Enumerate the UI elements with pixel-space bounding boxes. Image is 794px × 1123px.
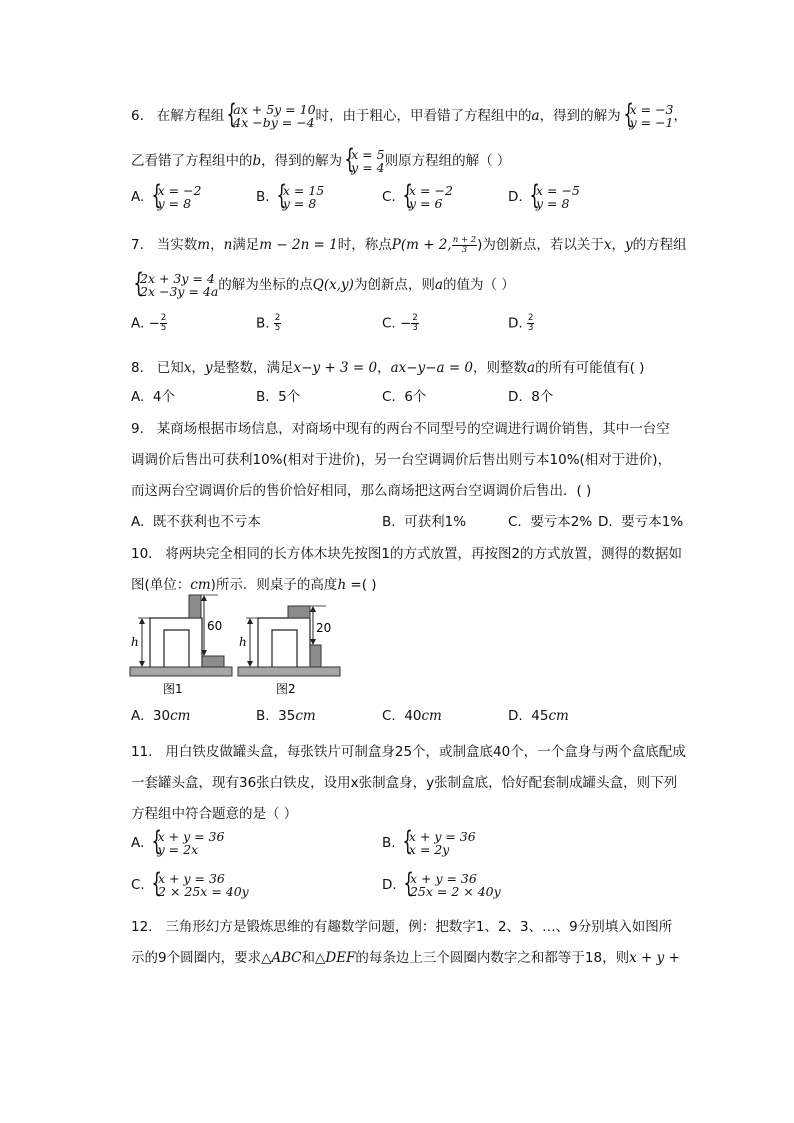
question-10-line-1: 10. 将两块完全相同的长方体木块先按图1的方式放置，再按图2的方式放置，测得的数据如 (131, 546, 683, 562)
q8-option-c[interactable]: C. 6个 (382, 389, 427, 405)
desk-base (130, 667, 232, 676)
q10-option-d[interactable]: D. 45𝑐𝑚 (508, 708, 569, 724)
question-8: 8. 已知𝑥，𝑦是整数，满足𝑥−𝑦 + 3 = 0，𝑎𝑥−𝑦−𝑎 = 0，则整数𝑎的所有可能值有( ) (131, 360, 645, 376)
q6-option-c[interactable]: C. { 𝑥 = −2 𝑦 = 6 (382, 184, 453, 210)
q9-option-d[interactable]: D. 要亏本1% (598, 514, 684, 530)
question-9-line-1: 9. 某商场根据市场信息，对商场中现有的两台不同型号的空调进行调价销售，其中一台空 (131, 421, 670, 437)
question-7-line-1: 7. 当实数𝑚，𝑛满足𝑚 − 2𝑛 = 1时，称点𝑃(𝑚 + 2, $\frac{\text{𝑛 + 2}}{3}$ )为创新点，若以关于𝑥，𝑦的方程组 (131, 234, 687, 255)
block-top (189, 595, 201, 618)
figure-1 (128, 592, 234, 698)
figure-1-h-label: ℎ (131, 635, 139, 649)
solution-system-a: { 𝑥 = −3 𝑦 = −1 (621, 103, 674, 129)
figure-2-value: 20 (316, 621, 332, 635)
q10-option-c[interactable]: C. 40𝑐𝑚 (382, 708, 442, 724)
q10-option-b[interactable]: B. 35𝑐𝑚 (256, 708, 316, 724)
desk-base (238, 667, 340, 676)
q11-option-d[interactable]: D. { 𝑥 + 𝑦 = 36 25𝑥 = 2 × 40𝑦 (382, 872, 501, 898)
equation-system: { 𝑎𝑥 + 5𝑦 = 10 4𝑥 −𝑏𝑦 = −4 (224, 103, 315, 129)
q8-option-d[interactable]: D. 8个 (508, 389, 554, 405)
q6-option-b[interactable]: B. { 𝑥 = 15 𝑦 = 8 (256, 184, 324, 210)
question-9-line-2: 调调价后售出可获利10%(相对于进价)，另一台空调调价后售出则亏本10%(相对于进价)， (131, 452, 672, 468)
q11-option-a[interactable]: A. { 𝑥 + 𝑦 = 36 𝑦 = 2𝑥 (131, 830, 224, 856)
figure-2-caption: 图2 (276, 682, 296, 696)
question-12-line-1: 12. 三角形幻方是锻炼思维的有趣数学问题，例：把数字1、2、3、…、9分别填入如图所 (131, 919, 673, 935)
block-top (288, 606, 310, 618)
q11-option-b[interactable]: B. { 𝑥 + 𝑦 = 36 𝑥 = 2𝑦 (382, 830, 476, 856)
q7-option-d[interactable]: D. $\frac{2}{3}$ (508, 313, 534, 333)
fraction: $\frac{\text{𝑛 + 2}}{3}$ (452, 234, 477, 255)
q9-option-b[interactable]: B. 可获利1% (382, 514, 467, 530)
question-12-line-2: 示的9个圆圈内，要求△𝐴𝐵𝐶和△𝐷𝐸𝐹的每条边上三个圆圈内数字之和都等于18，则𝑥 + 𝑦 + (131, 950, 680, 966)
block-floor (202, 656, 224, 667)
q8-option-b[interactable]: B. 5个 (256, 389, 301, 405)
figure-1-value: 60 (207, 619, 223, 633)
q6-option-a[interactable]: A. { 𝑥 = −2 𝑦 = 8 (131, 184, 202, 210)
question-10-line-2: 图(单位：𝑐𝑚)所示．则桌子的高度ℎ =( ) (131, 577, 377, 593)
table-outline (258, 618, 310, 667)
question-7-line-2: { 2𝑥 + 3𝑦 = 4 2𝑥 −3𝑦 = 4𝑎 的解为坐标的点𝑄(𝑥,𝑦)为创新点，则𝑎的值为（ ） (131, 272, 515, 298)
table-inner (164, 630, 189, 667)
table-outline (150, 618, 202, 667)
figure-2-h-label: ℎ (239, 635, 247, 649)
question-11-line-3: 方程组中符合题意的是（ ） (131, 806, 298, 822)
q7-option-b[interactable]: B. $\frac{2}{5}$ (256, 313, 281, 333)
question-11-line-2: 一套罐头盒，现有36张白铁皮，设用x张制盒身，y张制盒底，恰好配套制成罐头盒，则下列 (131, 775, 678, 791)
q8-option-a[interactable]: A. 4个 (131, 389, 175, 405)
block-floor (310, 645, 321, 667)
question-6-line-1: 6. 在解方程组 { 𝑎𝑥 + 5𝑦 = 10 4𝑥 −𝑏𝑦 = −4 时，由于粗心，甲看错了方程组中的𝑎，得到的解为 { 𝑥 = −3 𝑦 = −1 ， (131, 103, 687, 129)
question-11-line-1: 11. 用白铁皮做罐头盒，每张铁片可制盒身25个，或制盒底40个，一个盒身与两个盒底配成 (131, 744, 686, 760)
q11-option-c[interactable]: C. { 𝑥 + 𝑦 = 36 2 × 25𝑥 = 40𝑦 (131, 872, 249, 898)
q9-option-c[interactable]: C. 要亏本2% (508, 514, 593, 530)
question-9-line-3: 而这两台空调调价后的售价恰好相同，那么商场把这两台空调调价后售出．( ) (131, 483, 592, 499)
q9-option-a[interactable]: A. 既不获利也不亏本 (131, 514, 261, 530)
figure-2 (236, 592, 342, 698)
q6-option-d[interactable]: D. { 𝑥 = −5 𝑦 = 8 (508, 184, 580, 210)
question-6-line-2: 乙看错了方程组中的𝑏，得到的解为 { 𝑥 = 5 𝑦 = 4 则原方程组的解（ ） (131, 148, 510, 174)
equation-system: { 2𝑥 + 3𝑦 = 4 2𝑥 −3𝑦 = 4𝑎 (131, 272, 218, 298)
q7-option-a[interactable]: A. − $\frac{2}{5}$ (131, 313, 167, 333)
solution-system-b: { 𝑥 = 5 𝑦 = 4 (342, 148, 384, 174)
q7-option-c[interactable]: C. − $\frac{2}{3}$ (382, 313, 418, 333)
table-inner (272, 630, 297, 667)
q10-option-a[interactable]: A. 30𝑐𝑚 (131, 708, 191, 724)
figure-1-caption: 图1 (163, 682, 183, 696)
